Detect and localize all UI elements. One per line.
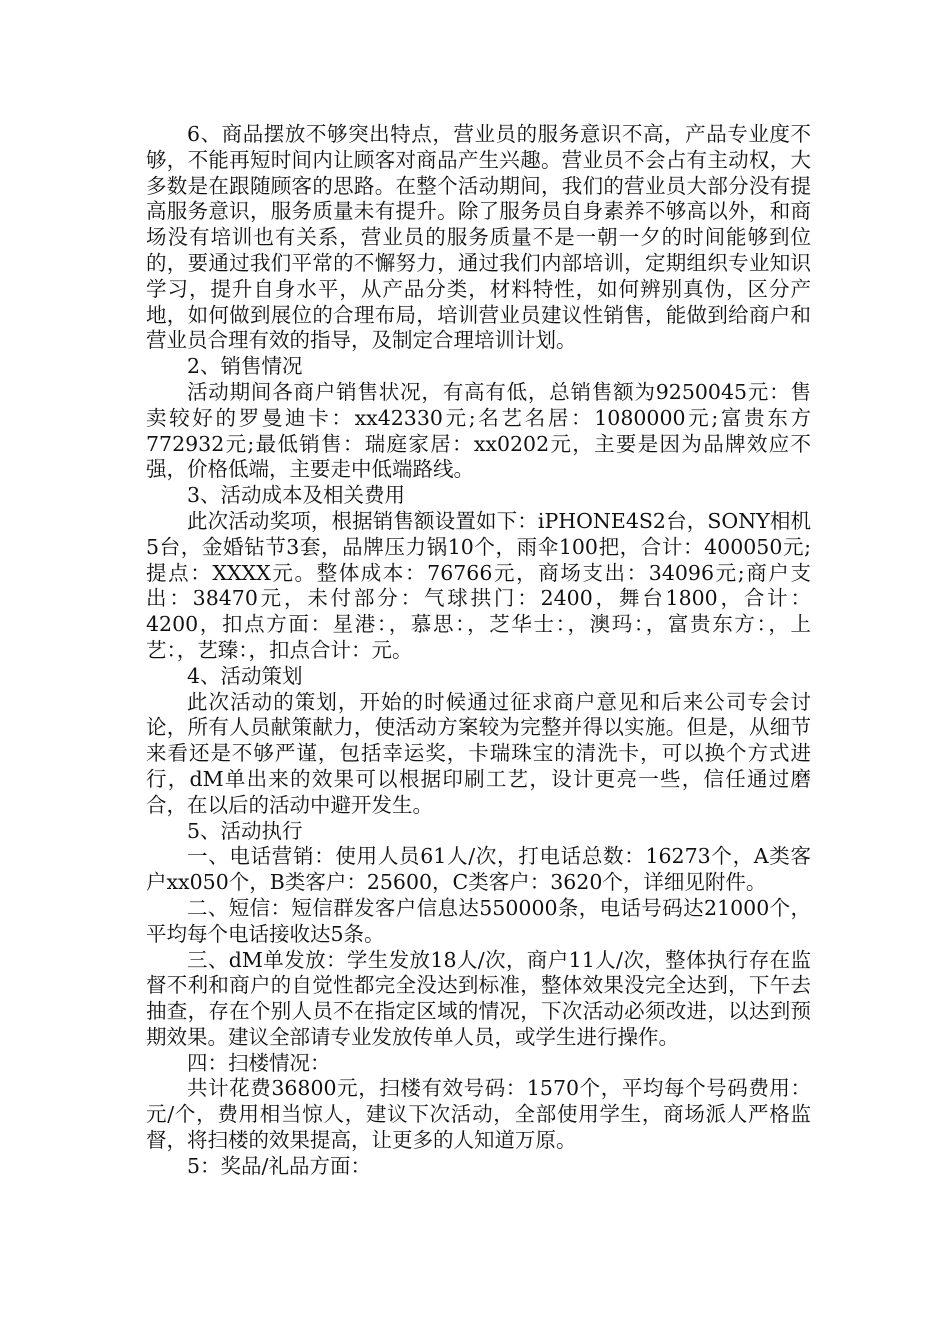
document-body <box>146 122 811 1180</box>
paragraph-service-issues: 6、商品摆放不够突出特点，营业员的服务意识不高，产品专业度不够，不能再短时间内让顾客对商品产生兴趣。营业员不会占有主动权，大多数是在跟随顾客的思路。在整个活动期间，我们的营业员大部分没有提高服务意识，服务质量未有提升。除了服务员自身素养不够高以外，和商场没有培训也有关系，营业员的服务质量不是一朝一夕的时间能够到位的，要通过我们平常的不懈努力，通过我们内部培训，定期组织专业知识学习，提升自身水平，从产品分类，材料特性，如何辨别真伪，区分产地，如何做到展位的合理布局，培训营业员建议性销售，能做到给商户和营业员合理有效的指导，及制定合理培训计划。 <box>146 122 811 353</box>
heading-costs: 3、活动成本及相关费用 <box>187 483 406 508</box>
heading-canvassing: 四：扫楼情况： <box>187 1050 331 1075</box>
paragraph-costs: 此次活动奖项，根据销售额设置如下：iPHONE4S2台，SONY相机5台，金婚钻节3套，品牌压力锅10个，雨伞100把，合计：400050元;提点：XXXX元。整体成本：76766元，商场支出：34096元;商户支出：38470元，未付部分：气球拱门：2400，舞台1800，合计：4200，扣点方面：星港：，慕思：，芝华士：，澳玛：，富贵东方：，上艺：，艺臻：，扣点合计：元。 <box>146 508 811 662</box>
paragraph-phone-marketing: 一、电话营销：使用人员61人/次，打电话总数：16273个，A类客户xx050个，B类客户：25600，C类客户：3620个，详细见附件。 <box>146 844 811 895</box>
paragraph-sms: 二、短信：短信群发客户信息达550000条，电话号码达21000个，平均每个电话接收达5条。 <box>146 895 811 946</box>
heading-prizes: 5：奖品/礼品方面： <box>187 1153 371 1178</box>
heading-execution: 5、活动执行 <box>187 818 303 843</box>
paragraph-flyers: 三、dM单发放：学生发放18人/次，商户11人/次，整体执行存在监督不利和商户的自觉性都完全没达到标准，整体效果没完全达到，下午去抽查，存在个别人员不在指定区域的情况，下次活动必须改进，以达到预期效果。建议全部请专业发放传单人员，或学生进行操作。 <box>146 947 811 1049</box>
paragraph-sales: 活动期间各商户销售状况，有高有低，总销售额为9250045元：售卖较好的罗曼迪卡：xx42330元;名艺名居：1080000元;富贵东方772932元;最低销售：瑞庭家居：xx0202元，主要是因为品牌效应不强，价格低端，主要走中低端路线。 <box>146 379 811 482</box>
paragraph-canvassing: 共计花费36800元，扫楼有效号码：1570个，平均每个号码费用：元/个，费用相当惊人，建议下次活动，全部使用学生，商场派人严格监督，将扫楼的效果提高，让更多的人知道万原。 <box>146 1076 811 1153</box>
heading-planning: 4、活动策划 <box>187 663 303 688</box>
heading-sales: 2、销售情况 <box>187 354 303 379</box>
paragraph-planning: 此次活动的策划，开始的时候通过征求商户意见和后来公司专会讨论，所有人员献策献力，使活动方案较为完整并得以实施。但是，从细节来看还是不够严谨，包括幸运奖，卡瑞珠宝的清洗卡，可以换个方式进行，dM单出来的效果可以根据印刷工艺，设计更亮一些，信任通过磨合，在以后的活动中避开发生。 <box>146 689 811 817</box>
